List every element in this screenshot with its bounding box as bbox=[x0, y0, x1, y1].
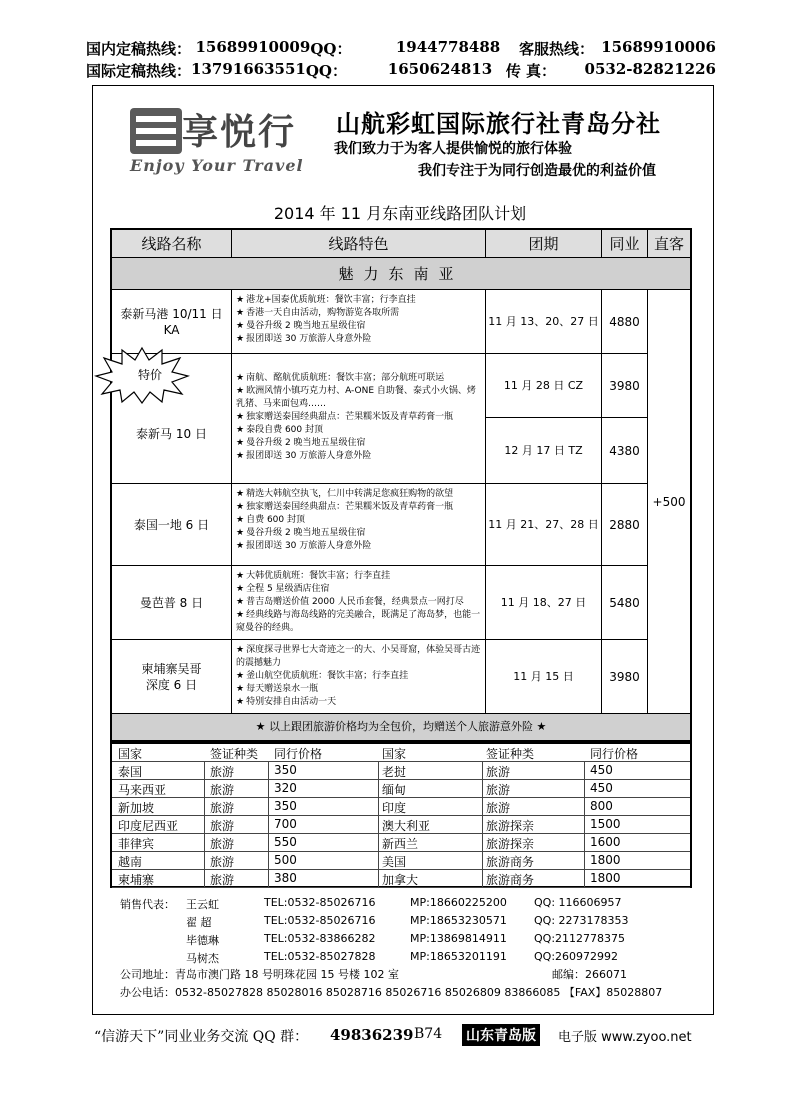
feature-item: 自费 600 封顶 bbox=[246, 515, 305, 525]
route-date: 11 月 15 日 bbox=[486, 640, 602, 714]
header-features: 线路特色 bbox=[232, 230, 486, 258]
visa-table bbox=[110, 742, 692, 888]
visa-type: 旅游探亲 bbox=[486, 837, 535, 851]
feature-item: 南航、酩航优质航班：餐饮丰富；部分航班可联运 bbox=[246, 373, 445, 383]
route-date: 12 月 17 日 TZ bbox=[486, 418, 602, 484]
logo-book-icon bbox=[130, 108, 182, 154]
visa-price: 350 bbox=[274, 799, 297, 813]
sales-tel: TEL:0532-83866282 bbox=[264, 932, 376, 945]
company-name: 山航彩虹国际旅行社青岛分社 bbox=[336, 110, 661, 138]
sales-qq: QQ:260972992 bbox=[534, 950, 619, 963]
sales-name: 毕德琳 bbox=[186, 934, 219, 947]
visa-price: 320 bbox=[274, 781, 297, 795]
logo-tagline: Enjoy Your Travel bbox=[130, 156, 304, 175]
feature-item: 报团即送 30 万旅游人身意外险 bbox=[246, 451, 372, 461]
feature-item: 大韩优质航班：餐饮丰富；行李直挂 bbox=[246, 571, 391, 581]
visa-price: 1600 bbox=[590, 835, 621, 849]
feature-item: 报团即送 30 万旅游人身意外险 bbox=[246, 541, 372, 551]
header-trade-price: 同业 bbox=[602, 230, 648, 258]
route-date: 11 月 18、27 日 bbox=[486, 566, 602, 640]
visa-country: 泰国 bbox=[118, 765, 143, 779]
company-address: 公司地址：青岛市澳门路 18 号明珠花园 15 号楼 102 室 bbox=[120, 968, 399, 981]
footer bbox=[0, 1024, 800, 1046]
visa-price: 350 bbox=[274, 763, 297, 777]
visa-row bbox=[112, 798, 690, 816]
sales-mobile: MP:13869814911 bbox=[410, 932, 507, 945]
visa-type: 旅游 bbox=[210, 837, 235, 851]
sales-qq: QQ:2112778375 bbox=[534, 932, 626, 945]
sales-mobile: MP:18653201191 bbox=[410, 950, 507, 963]
visa-country: 加拿大 bbox=[382, 873, 419, 887]
visa-type: 旅游 bbox=[210, 855, 235, 869]
route-name: 泰新马港 10/11 日 KA bbox=[112, 290, 232, 354]
visa-country: 马来西亚 bbox=[118, 783, 167, 797]
route-name: 泰国一地 6 日 bbox=[112, 484, 232, 566]
visa-type: 旅游 bbox=[210, 819, 235, 833]
feature-item: 报团即送 30 万旅游人身意外险 bbox=[246, 334, 372, 344]
route-date: 11 月 13、20、27 日 bbox=[486, 290, 602, 354]
route-name: 泰新马 10 日 bbox=[112, 354, 232, 484]
hotline-row-international bbox=[86, 60, 716, 81]
visa-country: 新加坡 bbox=[118, 801, 155, 815]
feature-item: 曼谷升级 2 晚当地五星级住宿 bbox=[246, 438, 366, 448]
visa-row bbox=[112, 762, 690, 780]
trade-price: 3980 bbox=[602, 354, 648, 418]
feature-item: 普吉岛赠送价值 2000 人民币套餐，经典景点一网打尽 bbox=[246, 597, 464, 607]
footer-page-number: B74 bbox=[414, 1026, 443, 1042]
feature-item: 精选大韩航空执飞，仁川中转满足您疯狂购物的欲望 bbox=[246, 489, 454, 499]
visa-price: 800 bbox=[590, 799, 613, 813]
qq-label: QQ： bbox=[305, 62, 347, 80]
header-route-name: 线路名称 bbox=[112, 230, 232, 258]
visa-type: 旅游 bbox=[210, 801, 235, 815]
feature-item: 经典线路与海岛线路的完美融合，既满足了海岛梦，也能一窥曼谷的经典。 bbox=[236, 610, 481, 633]
special-offer-label: 特价 bbox=[138, 368, 163, 382]
hotline-row-domestic bbox=[86, 38, 716, 59]
sales-qq: QQ: 2273178353 bbox=[534, 914, 629, 927]
route-table bbox=[110, 228, 692, 742]
visa-type: 旅游 bbox=[486, 801, 511, 815]
feature-item: 釜山航空优质航班：餐饮丰富；行李直挂 bbox=[246, 671, 409, 681]
header-date: 团期 bbox=[486, 230, 602, 258]
route-features: ★ 大韩优质航班：餐饮丰富；行李直挂 ★ 全程 5 星级酒店住宿 ★ 普吉岛赠送价值 2000 人民币套餐，经典景点一网打尽 ★ 经典线路与海岛线路的完美融合，既满足了海岛梦，也能一窥曼谷的经典。 bbox=[232, 566, 486, 640]
trade-price: 4380 bbox=[602, 418, 648, 484]
direct-price-markup: +500 bbox=[648, 290, 690, 714]
visa-type: 旅游商务 bbox=[486, 855, 535, 869]
visa-header: 国家 bbox=[118, 747, 143, 761]
visa-country: 老挝 bbox=[382, 765, 407, 779]
route-features: ★ 南航、酩航优质航班：餐饮丰富；部分航班可联运 ★ 欧洲风情小镇巧克力村、A-ONE 自助餐、泰式小火锅、烤乳猪、马来面包鸡…… ★ 独家赠送泰国经典甜点：芒果糯米饭及青草药膏一瓶 ★ 泰段自费 600 封顶 ★ 曼谷升级 2 晚当地五星级住宿 ★ 报团即送 30 万旅游人身意外险 bbox=[232, 354, 486, 484]
visa-row bbox=[112, 852, 690, 870]
qq-label: QQ： bbox=[310, 40, 352, 58]
footer-edition: 山东青岛版 bbox=[462, 1024, 540, 1046]
route-features: ★ 精选大韩航空执飞，仁川中转满足您疯狂购物的欲望 ★ 独家赠送泰国经典甜点：芒果糯米饭及青草药膏一瓶 ★ 自费 600 封顶 ★ 曼谷升级 2 晚当地五星级住宿 ★ 报团即送 30 万旅游人身意外险 bbox=[232, 484, 486, 566]
visa-price: 450 bbox=[590, 763, 613, 777]
logo bbox=[130, 104, 320, 182]
service-number: 15689910006 bbox=[601, 38, 716, 56]
visa-type: 旅游探亲 bbox=[486, 819, 535, 833]
office-phone: 办公电话：0532-85027828 85028016 85028716 85026716 85026809 83866085 【FAX】85028807 bbox=[120, 986, 663, 999]
route-date: 11 月 21、27、28 日 bbox=[486, 484, 602, 566]
feature-item: 泰段自费 600 封顶 bbox=[246, 425, 323, 435]
sales-mobile: MP:18653230571 bbox=[410, 914, 507, 927]
feature-item: 全程 5 星级酒店住宿 bbox=[246, 584, 330, 594]
visa-country: 新西兰 bbox=[382, 837, 419, 851]
visa-country: 印度尼西亚 bbox=[118, 819, 179, 833]
sales-tel: TEL:0532-85026716 bbox=[264, 896, 376, 909]
route-date: 11 月 28 日 CZ bbox=[486, 354, 602, 418]
visa-header-row bbox=[112, 744, 690, 762]
visa-type: 旅游 bbox=[486, 783, 511, 797]
slogan-2: 我们专注于为同行创造最优的利益价值 bbox=[418, 163, 656, 179]
visa-header: 签证种类 bbox=[210, 747, 259, 761]
sales-name: 马树杰 bbox=[186, 952, 219, 965]
trade-price: 4880 bbox=[602, 290, 648, 354]
feature-item: 港龙+国泰优质航班：餐饮丰富；行李直挂 bbox=[246, 295, 416, 305]
fax-number: 0532-82821226 bbox=[584, 60, 716, 78]
visa-type: 旅游 bbox=[486, 765, 511, 779]
slogan-1: 我们致力于为客人提供愉悦的旅行体验 bbox=[334, 141, 572, 157]
visa-row bbox=[112, 870, 690, 888]
hotline-label: 国内定稿热线： bbox=[86, 40, 192, 58]
fax-label: 传 真： bbox=[505, 62, 557, 80]
visa-type: 旅游 bbox=[210, 873, 235, 887]
logo-text: 享悦行 bbox=[182, 111, 297, 153]
qq-number: 1944778488 bbox=[395, 38, 501, 56]
visa-type: 旅游 bbox=[210, 765, 235, 779]
header-direct-price: 直客 bbox=[653, 235, 684, 253]
visa-country: 缅甸 bbox=[382, 783, 407, 797]
route-name: 柬埔寨吴哥 深度 6 日 bbox=[112, 640, 232, 714]
visa-header: 签证种类 bbox=[486, 747, 535, 761]
visa-row bbox=[112, 834, 690, 852]
footer-qq-group-label: “信游天下”同业业务交流 QQ 群： bbox=[94, 1029, 309, 1045]
visa-country: 澳大利亚 bbox=[382, 819, 431, 833]
qq-number: 1650624813 bbox=[387, 60, 493, 78]
service-label: 客服热线： bbox=[519, 40, 595, 58]
route-features: ★ 港龙+国泰优质航班：餐饮丰富；行李直挂 ★ 香港一天自由活动，购物游览各取所需 ★ 曼谷升级 2 晚当地五星级住宿 ★ 报团即送 30 万旅游人身意外险 bbox=[232, 290, 486, 354]
feature-item: 每天赠送泉水一瓶 bbox=[246, 684, 319, 694]
footer-website[interactable]: 电子版 www.zyoo.net bbox=[558, 1030, 692, 1045]
postcode: 邮编：266071 bbox=[552, 968, 627, 981]
feature-item: 欧洲风情小镇巧克力村、A-ONE 自助餐、泰式小火锅、烤乳猪、马来面包鸡…… bbox=[236, 386, 476, 409]
visa-country: 美国 bbox=[382, 855, 407, 869]
region-title: 魅力东南亚 bbox=[112, 258, 690, 290]
plan-title: 2014 年 11 月东南亚线路团队计划 bbox=[273, 204, 527, 223]
visa-country: 印度 bbox=[382, 801, 407, 815]
feature-item: 独家赠送泰国经典甜点：芒果糯米饭及青草药膏一瓶 bbox=[246, 412, 454, 422]
hotline-number: 13791663551 bbox=[191, 60, 306, 78]
footer-qq-group-number: 49836239 bbox=[330, 1026, 414, 1044]
visa-price: 550 bbox=[274, 835, 297, 849]
hotline-label: 国际定稿热线： bbox=[86, 62, 192, 80]
visa-row bbox=[112, 816, 690, 834]
route-note: ★ 以上跟团旅游价格均为全包价，均赠送个人旅游意外险 ★ bbox=[112, 714, 690, 740]
visa-price: 1800 bbox=[590, 871, 621, 885]
visa-row bbox=[112, 780, 690, 798]
visa-header: 同行价格 bbox=[274, 747, 323, 761]
sales-tel: TEL:0532-85027828 bbox=[264, 950, 376, 963]
visa-price: 1800 bbox=[590, 853, 621, 867]
feature-item: 深度探寻世界七大奇迹之一的大、小吴哥窟，体验吴哥古迹的震撼魅力 bbox=[236, 645, 481, 668]
feature-item: 独家赠送泰国经典甜点：芒果糯米饭及青草药膏一瓶 bbox=[246, 502, 454, 512]
trade-price: 3980 bbox=[602, 640, 648, 714]
visa-price: 700 bbox=[274, 817, 297, 831]
visa-header: 国家 bbox=[382, 747, 407, 761]
sales-qq: QQ: 116606957 bbox=[534, 896, 622, 909]
sales-label: 销售代表： bbox=[120, 898, 175, 911]
sales-tel: TEL:0532-85026716 bbox=[264, 914, 376, 927]
visa-price: 450 bbox=[590, 781, 613, 795]
feature-item: 曼谷升级 2 晚当地五星级住宿 bbox=[246, 528, 366, 538]
visa-country: 越南 bbox=[118, 855, 143, 869]
route-features: ★ 深度探寻世界七大奇迹之一的大、小吴哥窟，体验吴哥古迹的震撼魅力 ★ 釜山航空优质航班：餐饮丰富；行李直挂 ★ 每天赠送泉水一瓶 ★ 特别安排自由活动一天 bbox=[232, 640, 486, 714]
visa-price: 380 bbox=[274, 871, 297, 885]
visa-price: 500 bbox=[274, 853, 297, 867]
feature-item: 香港一天自由活动，购物游览各取所需 bbox=[246, 308, 400, 318]
feature-item: 曼谷升级 2 晚当地五星级住宿 bbox=[246, 321, 366, 331]
route-table-header bbox=[112, 230, 690, 258]
sales-mobile: MP:18660225200 bbox=[410, 896, 507, 909]
visa-type: 旅游 bbox=[210, 783, 235, 797]
visa-country: 菲律宾 bbox=[118, 837, 155, 851]
trade-price: 2880 bbox=[602, 484, 648, 566]
feature-item: 特别安排自由活动一天 bbox=[246, 697, 337, 707]
route-name: 曼芭普 8 日 bbox=[112, 566, 232, 640]
visa-country: 柬埔寨 bbox=[118, 873, 155, 887]
visa-price: 1500 bbox=[590, 817, 621, 831]
sales-name: 翟 超 bbox=[186, 916, 212, 929]
visa-type: 旅游商务 bbox=[486, 873, 535, 887]
sales-name: 王云虹 bbox=[186, 898, 219, 911]
hotline-number: 15689910009 bbox=[195, 38, 311, 56]
visa-header: 同行价格 bbox=[590, 747, 639, 761]
trade-price: 5480 bbox=[602, 566, 648, 640]
